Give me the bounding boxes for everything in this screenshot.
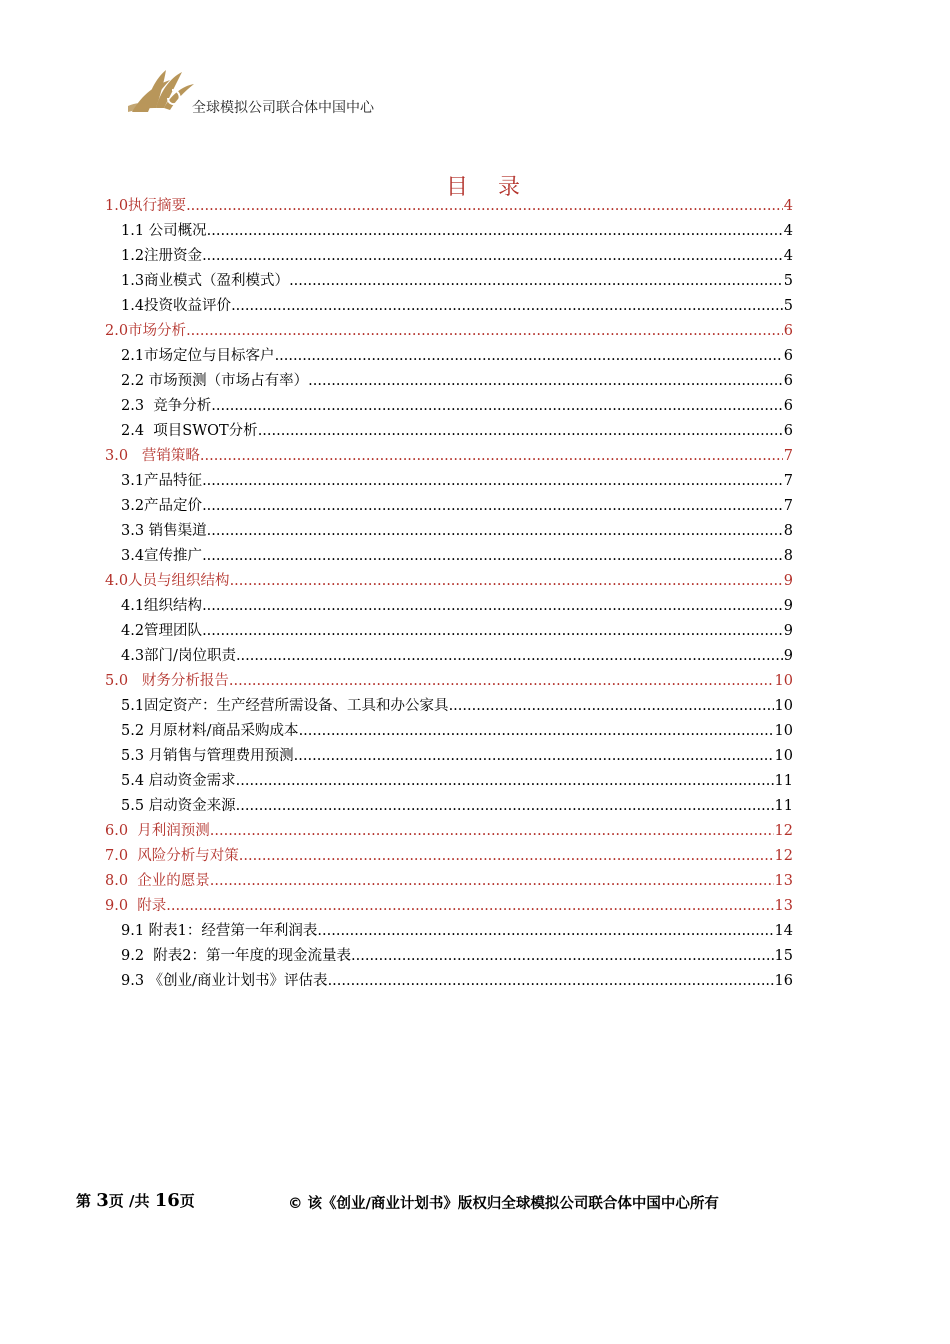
toc-entry-5-1[interactable]: 5.1固定资产：生产经营所需设备、工具和办公家具 ..... 10: [121, 694, 793, 719]
toc-entry-2-0[interactable]: 2.0市场分析 ..... 6: [105, 319, 793, 344]
toc-entry-4-3[interactable]: 4.3部门/岗位职责 ..... 9: [121, 644, 793, 669]
toc-entry-3-0[interactable]: 3.0 营销策略 ..... 7: [105, 444, 793, 469]
toc-entry-1-0[interactable]: 1.0执行摘要 ..... 4: [105, 194, 793, 219]
toc-entry-2-3[interactable]: 2.3 竞争分析 ..... 6: [121, 394, 793, 419]
toc-entry-9-2[interactable]: 9.2 附表2：第一年度的现金流量表 ..... 15: [121, 944, 793, 969]
toc-entry-5-5[interactable]: 5.5 启动资金来源 ..... 11: [121, 794, 793, 819]
toc-entry-5-0[interactable]: 5.0 财务分析报告 ..... 10: [105, 669, 793, 694]
toc-entry-8-0[interactable]: 8.0 企业的愿景 ..... 13: [105, 869, 793, 894]
toc-entry-7-0[interactable]: 7.0 风险分析与对策 ..... 12: [105, 844, 793, 869]
toc-entry-4-0[interactable]: 4.0人员与组织结构 ..... 9: [105, 569, 793, 594]
toc-entry-3-4[interactable]: 3.4宣传推广 ..... 8: [121, 544, 793, 569]
toc-title-char-1: 目: [445, 175, 470, 200]
toc-entry-1-4[interactable]: 1.4投资收益评价 ..... 5: [121, 294, 793, 319]
toc-entry-1-3[interactable]: 1.3商业模式（盈利模式） ..... 5: [121, 269, 793, 294]
lotus-logo-icon: [126, 68, 196, 114]
current-page: 3: [96, 1190, 109, 1211]
toc-entry-9-3[interactable]: 9.3 《创业/商业计划书》评估表 ..... 16: [121, 969, 793, 994]
toc-title-char-2: 录: [498, 175, 523, 200]
toc-entry-1-2[interactable]: 1.2注册资金 ..... 4: [121, 244, 793, 269]
toc-entry-5-4[interactable]: 5.4 启动资金需求 ..... 11: [121, 769, 793, 794]
toc-entry-5-3[interactable]: 5.3 月销售与管理费用预测 ..... 10: [121, 744, 793, 769]
organization-name: 全球模拟公司联合体中国中心: [192, 100, 374, 116]
copyright-notice: © 该《创业/商业计划书》版权归全球模拟公司联合体中国中心所有: [288, 1196, 719, 1212]
toc-entry-9-0[interactable]: 9.0 附录 ..... 13: [105, 894, 793, 919]
toc-entry-3-2[interactable]: 3.2产品定价 ..... 7: [121, 494, 793, 519]
page-counter: 第 3页 /共 16页: [76, 1190, 195, 1211]
toc-entry-5-2[interactable]: 5.2 月原材料/商品采购成本 ..... 10: [121, 719, 793, 744]
toc-entry-4-2[interactable]: 4.2管理团队 ..... 9: [121, 619, 793, 644]
toc-entry-4-1[interactable]: 4.1组织结构 ..... 9: [121, 594, 793, 619]
toc-entry-9-1[interactable]: 9.1 附表1：经营第一年利润表 ..... 14: [121, 919, 793, 944]
total-pages: 16: [154, 1190, 180, 1211]
toc-entry-3-3[interactable]: 3.3 销售渠道 ..... 8: [121, 519, 793, 544]
toc-entry-1-1[interactable]: 1.1 公司概况 ..... 4: [121, 219, 793, 244]
toc-entry-3-1[interactable]: 3.1产品特征 ..... 7: [121, 469, 793, 494]
toc-entry-2-4[interactable]: 2.4 项目SWOT分析 ..... 6: [121, 419, 793, 444]
toc-entry-6-0[interactable]: 6.0 月利润预测 ..... 12: [105, 819, 793, 844]
toc-entry-2-1[interactable]: 2.1市场定位与目标客户 ..... 6: [121, 344, 793, 369]
toc-entry-2-2[interactable]: 2.2 市场预测（市场占有率） ..... 6: [121, 369, 793, 394]
